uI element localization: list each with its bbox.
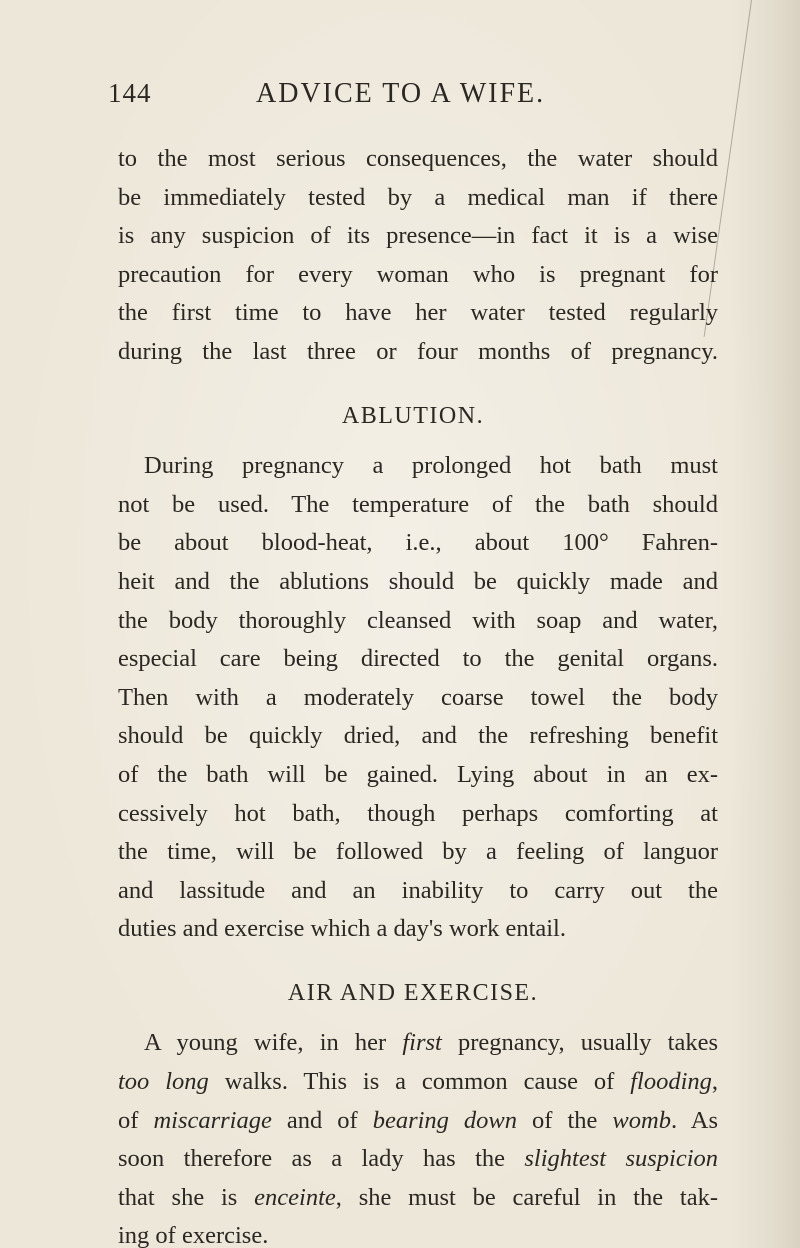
text-line: especial care being directed to the genital organs. <box>118 645 718 673</box>
text-line: should be quickly dried, and the refreshing benefit <box>118 722 718 750</box>
text-run: that she is <box>118 1183 255 1211</box>
text-line: heit and the ablutions should be quickly made and <box>118 567 718 595</box>
text-line <box>118 1063 718 1102</box>
running-title: ADVICE TO A WIFE. <box>256 78 546 109</box>
text-line: ing of exercise. <box>118 1222 269 1248</box>
text-run: of <box>118 1106 154 1134</box>
page-edge-shadow <box>730 0 800 1248</box>
text-line: be about blood-heat, i.e., about 100° Fahren- <box>118 529 718 557</box>
text-line <box>118 1179 718 1218</box>
text-line: to the most serious consequences, the water should <box>118 145 718 172</box>
text-line <box>118 1140 718 1179</box>
running-head <box>108 78 698 118</box>
text-line: cessively hot bath, though perhaps comforting at <box>118 799 718 827</box>
text-run: , <box>711 1068 718 1096</box>
text-run: and of <box>271 1106 373 1134</box>
text-run: pregnancy, usually takes <box>441 1029 718 1057</box>
text-run: soon therefore as a lady has the <box>118 1145 525 1173</box>
text-line: the first time to have her water tested regularly <box>118 299 718 327</box>
text-run: walks. This is a common cause of <box>208 1068 631 1096</box>
text-line: not be used. The temperature of the bath should <box>118 490 718 518</box>
italic-run: flooding <box>630 1068 712 1096</box>
section-heading-air-and-exercise: AIR AND EXERCISE. <box>287 979 539 1006</box>
section-heading-ablution: ABLUTION. <box>341 402 485 429</box>
italic-run: womb <box>612 1106 671 1134</box>
text-line: Then with a moderately coarse towel the body <box>118 683 718 711</box>
italic-run: bearing down <box>372 1106 518 1134</box>
text-line: during the last three or four months of pregnancy. <box>118 337 718 365</box>
text-run: . As <box>670 1106 718 1134</box>
text-run: of the <box>517 1106 613 1134</box>
page-number: 144 <box>108 78 152 108</box>
text-line: and lassitude and an inability to carry out the <box>118 876 718 904</box>
text-line <box>118 1024 718 1063</box>
italic-run: enceinte <box>254 1183 336 1211</box>
text-line: the time, will be followed by a feeling of languor <box>118 838 718 866</box>
text-run: , she must be careful in the tak- <box>335 1183 718 1211</box>
text-line: is any suspicion of its presence—in fact it is a wise <box>118 222 718 250</box>
text-run: A young wife, in her <box>144 1029 403 1057</box>
italic-run: miscarriage <box>153 1106 272 1134</box>
italic-run: first <box>402 1029 442 1057</box>
text-line: duties and exercise which a day's work entail. <box>118 915 566 943</box>
body-text <box>118 140 718 1248</box>
italic-run: slightest suspicion <box>524 1145 718 1173</box>
italic-run: too long <box>118 1068 209 1096</box>
text-line: precaution for every woman who is pregnant for <box>118 260 718 288</box>
text-line <box>118 1102 718 1141</box>
text-line: of the bath will be gained. Lying about in an ex- <box>118 760 718 788</box>
text-line: During pregnancy a prolonged hot bath must <box>144 452 718 480</box>
text-line: be immediately tested by a medical man if there <box>118 183 718 211</box>
text-line: the body thoroughly cleansed with soap and water, <box>118 606 718 634</box>
